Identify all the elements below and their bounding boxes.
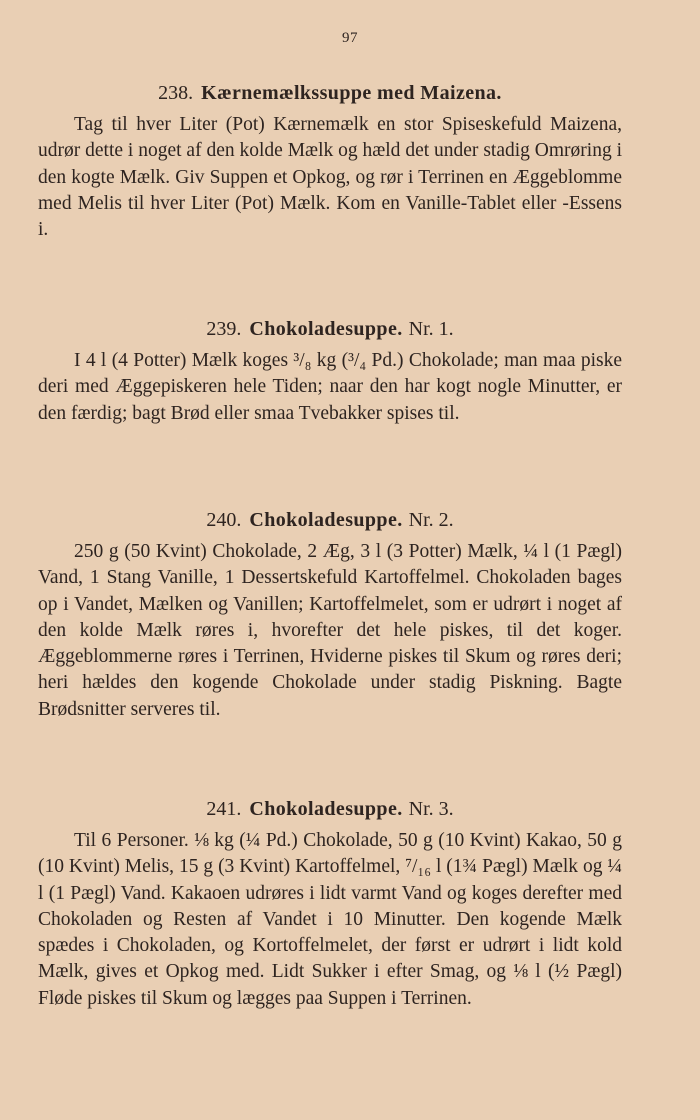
recipe-heading bbox=[38, 796, 622, 822]
recipe-subtitle: Nr. 2. bbox=[408, 509, 454, 531]
recipe-title: Chokoladesuppe. bbox=[249, 798, 403, 820]
recipe-title: Chokoladesuppe. bbox=[249, 509, 403, 531]
recipe-238 bbox=[38, 80, 622, 243]
recipe-number: 239. bbox=[206, 318, 242, 340]
recipe-body: 250 g (50 Kvint) Chokolade, 2 Æg, 3 l (3 Potter) Mælk, ¼ l (1 Pægl) Vand, 1 Stang Vanille, 1 Dessertskefuld Kartoffelmel. Chokoladen bages op i Vandet, Mælken og Vanillen; Kartoffelmelet, som er udrørt i noget af den kolde Mælk røres i, hvorefter det hele piskes, til det koger. Æggeblommerne røres i Terrinen, Hviderne piskes til Skum og røres deri; heri hældes den kogende Chokolade under stadig Piskning. Bagte Brødsnitter serveres til. bbox=[38, 541, 622, 720]
recipe-heading bbox=[38, 80, 622, 106]
recipe-body: Tag til hver Liter (Pot) Kærnemælk en stor Spiseskefuld Maizena, udrør dette i noget af den kolde Mælk og hæld det under stadig Omrøring i den kogte Mælk. Giv Suppen et Opkog, og rør i Terrinen en Æggeblomme med Melis til hver Liter (Pot) Mælk. Kom en Vanille-Tablet eller -Essens i. bbox=[38, 114, 622, 241]
recipe-body: I 4 l (4 Potter) Mælk koges ³/₈ kg (³/₄ Pd.) Chokolade; man maa piske deri med Æggepiskeren hele Tiden; naar den har kogt nogle Minutter, er den færdig; bagt Brød eller smaa Tvebakker spises til. bbox=[38, 350, 622, 424]
recipe-number: 240. bbox=[206, 509, 242, 531]
recipe-subtitle: Nr. 1. bbox=[408, 318, 454, 340]
recipe-240 bbox=[38, 507, 622, 723]
recipe-heading bbox=[38, 316, 622, 342]
page-number: 97 bbox=[342, 30, 358, 46]
recipe-subtitle: Nr. 3. bbox=[408, 798, 454, 820]
recipe-body: Til 6 Personer. ⅛ kg (¼ Pd.) Chokolade, 50 g (10 Kvint) Kakao, 50 g (10 Kvint) Melis, 15 g (3 Kvint) Kartoffelmel, ⁷/₁₆ l (1¾ Pægl) Mælk og ¼ l (1 Pægl) Vand. Kakaoen udrøres i lidt varmt Vand og koges derefter med Chokoladen og Resten af Vandet i 10 Minutter. Den kogende Mælk spædes i Chokoladen, og Kortoffelmelet, der først er udrørt i lidt kold Mælk, gives et Opkog med. Lidt Sukker i efter Smag, og ⅛ l (½ Pægl) Fløde piskes til Skum og lægges paa Suppen i Terrinen. bbox=[38, 830, 622, 1009]
recipe-241 bbox=[38, 796, 622, 1012]
recipe-heading bbox=[38, 507, 622, 533]
recipe-title: Kærnemælkssuppe med Maizena. bbox=[201, 82, 502, 104]
recipe-title: Chokoladesuppe. bbox=[249, 318, 403, 340]
recipe-number: 241. bbox=[206, 798, 242, 820]
recipe-239 bbox=[38, 316, 622, 427]
recipe-number: 238. bbox=[158, 82, 194, 104]
